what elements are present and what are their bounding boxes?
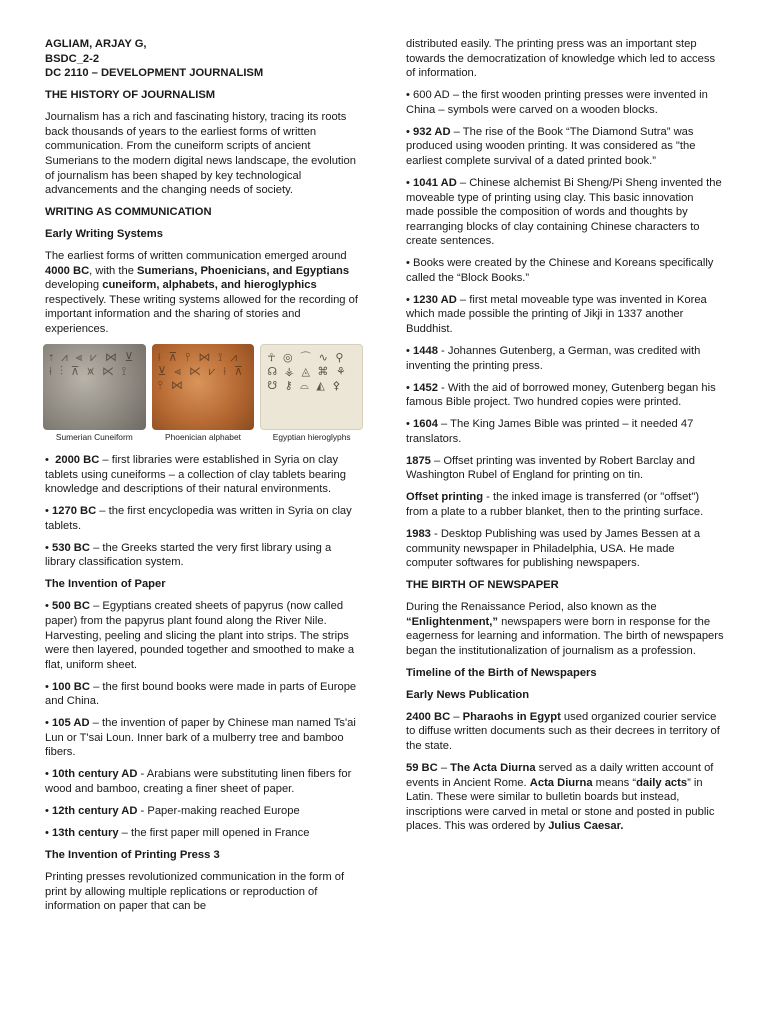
text-run: newspapers were born in response for the eagerness for learning and information. The birth of newspapers began the institutionalization of journalism as a profession.	[406, 615, 724, 657]
text-run: – the invention of paper by Chinese man named Ts'ai Lun or T'sai Loun. Inner bark of a mulberry tree and bamboo fibers.	[45, 717, 356, 759]
text-run: developing	[45, 279, 103, 292]
bold-run: 4000 BC	[45, 264, 90, 277]
list-item	[406, 527, 724, 571]
text-run: - With the aid of borrowed money, Gutenberg began his famous Bible project. Two hundred copies were printed.	[406, 381, 716, 409]
bold-run: 1230 AD	[413, 293, 457, 306]
bold-run: 932 AD	[413, 125, 451, 138]
text-run: , with the	[89, 264, 138, 277]
bullet: •	[45, 805, 53, 818]
bullet: •	[45, 827, 53, 840]
bold-run: Acta Diurna	[529, 776, 593, 789]
text-run: - Paper-making reached Europe	[137, 805, 300, 818]
bullet: •	[406, 89, 414, 102]
text-run: – The King James Bible was printed – it needed 47 translators.	[406, 418, 694, 445]
bold-run: Sumerians, Phoenicians, and Egyptians	[137, 264, 350, 277]
figure-caption: Phoenician alphabet	[165, 432, 241, 443]
course-title: DC 2110 – DEVELOPMENT JOURNALISM	[45, 67, 264, 80]
bold-run: daily acts	[636, 776, 688, 789]
bullet: •	[406, 418, 414, 431]
section-heading-newspaper: THE BIRTH OF NEWSPAPER	[406, 579, 559, 592]
text-run: – Chinese alchemist Bi Sheng/Pi Sheng invented the moveable type of printing using clay. This basic innovation made possible the composition of words and thoughts by rearranging blocks of clay containing Chinese characters to create sentences.	[406, 176, 722, 248]
egyptian-hieroglyphs-image	[260, 344, 363, 444]
bold-run: 1604	[413, 418, 438, 431]
text-run: Books were created by the Chinese and Koreans specifically called the “Block Books.”	[406, 257, 714, 284]
right-column	[406, 37, 724, 841]
text-run: served as a daily written account of events in Ancient Rome.	[406, 761, 714, 789]
continued-paragraph: distributed easily. The printing press was an important step towards the democratization of knowledge which led to access of information.	[406, 38, 716, 80]
subheading-printing-press: The Invention of Printing Press 3	[45, 849, 220, 861]
text-run: – the Greeks started the very first library using a library classification system.	[45, 541, 332, 569]
list-item	[406, 454, 724, 483]
subheading-paper: The Invention of Paper	[45, 578, 166, 591]
text-run: - Johannes Gutenberg, a German, was credited with inventing the printing press.	[406, 345, 701, 372]
bullet: •	[45, 680, 53, 693]
list-item	[406, 88, 724, 117]
text-run: The earliest forms of written communication emerged around	[45, 250, 347, 263]
bullet: •	[406, 293, 414, 306]
text-run: –	[437, 761, 451, 774]
bullet: •	[45, 505, 53, 518]
clay-tablet-image: ⟊ ⊼ ⫯ ⋈ ⟟ ⩘ ⊻ ⫷ ⋉ ⩗ ⟊ ⊼ ⫯ ⋈	[152, 344, 255, 430]
list-item	[406, 344, 724, 373]
bullet: •	[406, 381, 414, 394]
early-writing-paragraph	[45, 249, 363, 337]
list-item	[406, 417, 724, 446]
text-run: – Egyptians created sheets of papyrus (now called paper) from the papyrus plant found along the River Nile. Harvesting, peeling and slicing the plant into strips. The strips were then layered, pounded together and smoothed to make a flat, uniform sheet.	[45, 600, 355, 671]
text-run: – the first bound books were made in parts of Europe and China.	[45, 680, 357, 708]
text-run: During the Renaissance Period, also known as the	[406, 601, 657, 614]
bullet: •	[45, 717, 53, 730]
list-item	[45, 599, 363, 672]
text-run: – The rise of the Book “The Diamond Sutra” was produced using wooden printing. It was considered as "the earliest complete survival of a dated printed book.”	[406, 125, 696, 167]
section-heading-writing: WRITING AS COMMUNICATION	[45, 206, 212, 219]
bold-run: 2400 BC	[406, 710, 451, 723]
bold-run: 2000 BC	[55, 454, 100, 467]
text-run: respectively. These writing systems allowed for the recording of important information and the sharing of stories and experiences.	[45, 293, 358, 336]
intro-paragraph: Journalism has a rich and fascinating history, tracing its roots back thousands of years to the earliest forms of written communication. From the cuneiform scripts of ancient Sumerians to the modern digital news landscape, the evolution of journalism has been shaped by key technological advancements and the changing needs of society.	[45, 111, 356, 197]
list-item	[45, 716, 363, 760]
bold-run: Julius Caesar.	[548, 820, 624, 833]
bold-run: “Enlightenment,”	[406, 615, 498, 628]
bold-run: 100 BC	[52, 680, 90, 693]
list-item	[45, 767, 363, 796]
bullet: •	[45, 600, 53, 613]
bold-run: 1270 BC	[52, 505, 97, 518]
list-item	[45, 680, 363, 709]
list-item	[45, 541, 363, 570]
subheading-early-news: Early News Publication	[406, 688, 530, 701]
bold-run: 105 AD	[52, 717, 90, 730]
text-run: ” in Latin. These were similar to bulletin boards but instead, inscriptions were carved in metal or stone and posted in public places. This was ordered by	[406, 776, 715, 833]
bold-run: 59 BC	[406, 761, 438, 774]
text-run: – first libraries were established in Syria on clay tablets using cuneiforms – a collection of clay tablets bearing knowledge and descriptions of their natural environments.	[45, 454, 346, 496]
text-run: - Desktop Publishing was used by James Bessen at a community newspaper in Philadelphia, USA. He made computer softwares for publishing newspapers.	[406, 527, 701, 570]
list-item	[45, 453, 363, 497]
bold-run: 1452	[413, 381, 438, 394]
list-item	[45, 804, 363, 819]
bold-run: 12th century AD	[52, 805, 138, 818]
text-run: means “	[592, 776, 637, 789]
bold-run: 1983	[406, 527, 431, 540]
bold-run: 530 BC	[52, 541, 90, 554]
bullet: •	[406, 125, 414, 138]
bullet: •	[406, 345, 414, 358]
text-run: used organized courier service to diffuse written documents such as their decrees in territory of the state.	[406, 710, 720, 752]
bold-run: Pharaohs in Egypt	[462, 710, 561, 723]
writing-systems-figure	[43, 344, 363, 444]
list-item	[406, 293, 724, 337]
list-item	[45, 826, 363, 841]
bold-run: 1875	[406, 454, 431, 467]
figure-caption: Sumerian Cuneiform	[55, 432, 133, 443]
list-item	[406, 176, 724, 249]
list-item	[406, 125, 724, 169]
bold-run: Offset printing	[406, 491, 484, 504]
text-run: – first metal moveable type was invented in Korea which made possible the printing of Jikji in 1337 another Buddhist.	[406, 293, 707, 336]
acta-diurna-paragraph	[406, 761, 724, 834]
text-run: –	[450, 710, 463, 723]
clay-tablet-image: 𐏑 ⩘ ⫷ ⩗ ⋈ ⊻ ⟊ ⫶ ⊼ ⩙ ⋉ ⟟	[43, 344, 146, 430]
bold-run: 1448	[413, 345, 438, 358]
student-section: BSDC_2-2	[45, 52, 100, 65]
bold-run: cuneiform, alphabets, and hieroglyphics	[102, 279, 317, 292]
text-run: – the first paper mill opened in France	[118, 827, 310, 840]
list-item	[45, 504, 363, 533]
bullet: •	[406, 257, 414, 270]
subheading-timeline: Timeline of the Birth of Newspapers	[406, 666, 597, 679]
pharaohs-paragraph	[406, 710, 724, 754]
bullet: •	[45, 768, 53, 781]
bullet: •	[406, 176, 414, 189]
left-column	[45, 37, 363, 921]
phoenician-alphabet-image	[152, 344, 255, 444]
text-run: – Offset printing was invented by Robert Barclay and Washington Rubel of England for printing on tin.	[406, 454, 695, 482]
bold-run: 13th century	[52, 827, 119, 840]
student-name: AGLIAM, ARJAY G,	[45, 38, 147, 50]
text-run: - Arabians were substituting linen fibers for wood and bamboo, creating a finer sheet of paper.	[45, 768, 352, 796]
text-run: - the inked image is transferred (or "offset") from a plate to a rubber blanket, then to the printing surface.	[406, 491, 704, 518]
subheading-early-writing: Early Writing Systems	[45, 228, 163, 241]
text-run: – the first encyclopedia was written in Syria on clay tablets.	[45, 505, 352, 532]
bold-run: 1041 AD	[413, 176, 457, 189]
document-title: THE HISTORY OF JOURNALISM	[45, 89, 216, 102]
bullet: •	[45, 454, 56, 467]
figure-caption: Egyptian hieroglyphs	[272, 432, 351, 443]
newspaper-paragraph	[406, 600, 724, 658]
list-item	[406, 256, 724, 285]
sumerian-cuneiform-image	[43, 344, 146, 444]
bold-run: The Acta Diurna	[450, 761, 536, 774]
bold-run: 500 BC	[52, 600, 90, 613]
list-item	[406, 381, 724, 410]
bullet: •	[45, 541, 53, 554]
list-item	[406, 490, 724, 519]
text-run: 600 AD – the first wooden printing presses were invented in China – symbols were carved on a wooden blocks.	[406, 89, 708, 116]
printing-press-paragraph: Printing presses revolutionized communication in the form of print by allowing multiple replications or reproduction of information on paper that can be	[45, 870, 345, 913]
bold-run: 10th century AD	[52, 768, 138, 781]
hieroglyph-chart-image: ☥ ◎ ⌒ ∿ ⚲ ☊ ⚶ ◬ ⌘ ⚘ ☋ ⚷ ⌓ ◭ ⚴	[260, 344, 363, 430]
